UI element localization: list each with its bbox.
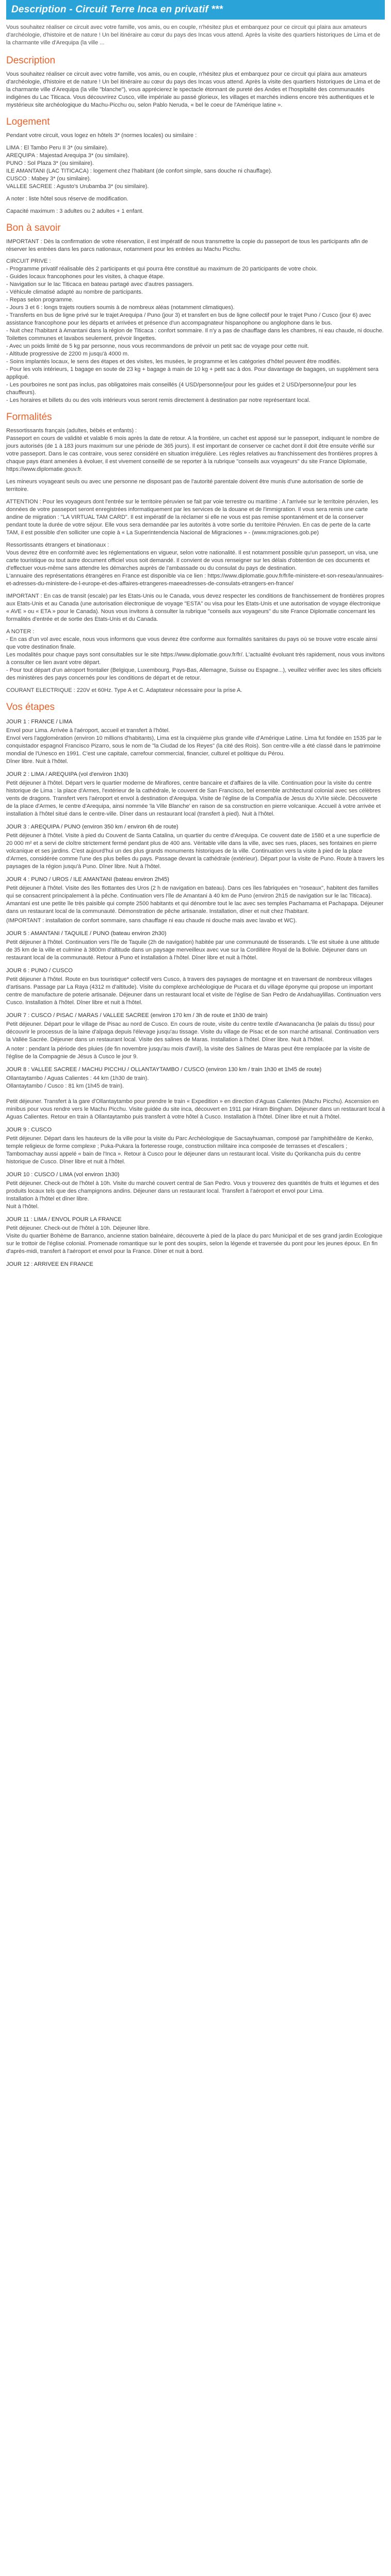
day-title: JOUR 2 : LIMA / AREQUIPA (vol d'environ 1h30) [6,771,128,777]
day-body: Petit déjeuner. Check-out de l'hôtel à 10h. Visite du marché couvert central de San Pedro. Vous y trouverez des quantités de fruits et légumes et des produits locaux tels que des champignons andins. Déjeuner dans un restaurant local. Transfert à l'aéroport et envol pour Lima. Installation à l'hôtel et dîner libre. Nuit à l'hôtel. [6,1180,379,1210]
info-line: IMPORTANT : Dès la confirmation de votre réservation, il est impératif de nous transmettre la copie du passeport de tous les participants afin de réserver les entrées dans les parcs nationaux, notamment pour les entrées au Machu Picchu. [6,239,368,252]
formalites-paragraph: Ressortissants français (adultes, bébés et enfants) : Passeport en cours de validité et valable 6 mois après la date de retour. A la frontière, un cachet est apposé sur le passeport, indiquant le nombre de jours autorisés (de 1 à 183 jours maximum sur une période de 365 jours). Il est important de conserver ce cachet dont il doit être ensuite vérifié sur votre passeport. Dans le cas contraire, vous serez considéré en situation irrégulière. Les règles relatives au franchissement des frontières propres à chaque pays étant amenées à évoluer, il est vivement conseillé de se reporter à la rubrique "conseils aux voyageurs" du site France Diplomatie, https://www.diplomatie.gouv.fr. [6,428,380,472]
day-body: Petit déjeuner à l'hôtel. Visite des îles flottantes des Uros (2 h de navigation en bateau). Dans ces îles fabriquées en "roseaux", habitent des familles qui se consacrent principalement à la pêche. Continuation vers l'île de Amantani à 40 km de Puno (environ 2h15 de navigation sur le lac Titicaca). Amantani est une petite île très paisible qui compte 2500 habitants et qui dénombre tout le lac avec ses temples Pachamama et Pachapapa. Déjeuner dans un restaurant local de la communauté. Démonstration de pêche artisanale. Installation, dîner et nuit chez l'habitant. [6,885,384,914]
day-title: JOUR 9 : CUSCO [6,1127,52,1133]
hotel-item: PUNO : Sol Plaza 3* (ou similaire). [6,160,94,166]
hotel-item: ILE AMANTANI (LAC TITICACA) : logement chez l'habitant (de confort simple, sans douche ni chauffage). [6,168,272,174]
info-line: - Jours 3 et 6 : longs trajets routiers soumis à de nombreux aléas (notamment climatiques). [6,304,235,311]
day-body: Ollantaytambo / Aguas Calientes : 44 km (1h30 de train). Ollantaytambo / Cusco : 81 km (1h45 de train). Petit déjeuner. Transfert à la gare d'Ollantaytambo pour prendre le train « Expedition » en direction d'Aguas Calientes (Machu Picchu). Ascension en minibus pour vous rendre vers le Machu Picchu. Visite guidée du site inca, découvert en 1911 par Hiram Bingham. Déjeuner dans un restaurant local à Aguas Calientes. Retour en train à Ollantaytambo puis transfert à votre hôtel à Cusco. Installation à l'hôtel. Dîner libre et nuit à l'hôtel. [6,1075,385,1120]
day-title: JOUR 1 : FRANCE / LIMA [6,719,73,725]
info-line: - Repas selon programme. [6,297,74,303]
day-body: Petit déjeuner. Départ pour le village de Pisac au nord de Cusco. En cours de route, visite du centre textile d'Awanacancha (le palais du tissu) pour découvrir le processus de la laine d'alpaga depuis l'élevage jusqu'au tissage. Visite du village de Pisac et de son marché artisanal. Continuation vers la Vallée Sacrée. Déjeuner dans un restaurant local. Visite des salines de Maras. Installation à l'hôtel. Dîner libre. Nuit à l'hôtel. [6,1021,379,1043]
bon-savoir-heading: Bon à savoir [6,223,61,233]
info-line: CIRCUIT PRIVE : [6,258,51,264]
info-line: - Guides locaux francophones pour les visites, à chaque étape. [6,274,165,280]
day-title: JOUR 5 : AMANTANI / TAQUILE / PUNO (bateau environ 2h30) [6,930,167,937]
logement-capacity: Capacité maximum : 3 adultes ou 2 adultes + 1 enfant. [6,208,144,214]
formalites-paragraph: Les mineurs voyageant seuls ou avec une personne ne disposant pas de l'autorité parentale doivent être munis d'une autorisation de sortie de territoire. [6,479,364,493]
hotel-item: AREQUIPA : Majestad Arequipa 3* (ou similaire). [6,152,129,159]
logement-note: A noter : liste hôtel sous réserve de modification. [6,196,128,202]
day-title: JOUR 6 : PUNO / CUSCO [6,968,73,974]
info-line: - Avec un poids limité de 5 kg par personne, nous vous recommandons de prévoir un petit sac de voyage pour cette nuit. [6,343,309,349]
hotel-item: LIMA : El Tambo Peru II 3* (ou similaire). [6,145,108,151]
etapes-heading: Vos étapes [6,702,55,713]
day-body: Petit déjeuner. Check-out de l'hôtel à 10h. Déjeuner libre. Visite du quartier Bohème de Barranco, ancienne station balnéaire, découverte à pied de la place du parc Municipal et de ses grand jardin Ecologique sur le trottoir de l'église colonial. Promenade romantique sur le pont des soupirs, selon la légende et traversée du pont pour les jeunes époux. En fin d'après-midi, transfert à l'aéroport et envol pour la France. Dîner et nuit à bord. [6,1225,383,1255]
day-body: Petit déjeuner. Départ dans les hauteurs de la ville pour la visite du Parc Archéologique de Sacsayhuaman, composé par l'amphithéâtre de Kenko, temple religieux de forme complexe ; Puka-Pukara la forteresse rouge, construction militaire inca composée de terrasses et d'escaliers ; Tambomachay aussi appelé « bain de l'Inca ». Retour à Cusco pour le déjeuner dans un restaurant local. Visite du Qorikancha puis du centre historique de Cusco. Dîner libre et nuit à l'hôtel. [6,1136,374,1165]
description-text: Vous souhaitez réaliser ce circuit avec votre famille, vos amis, ou en couple, n'hésitez plus et embarquez pour ce circuit qui plaira aux amateurs d'archéologie, d'histoire et de nature ! Un bel itinéraire au cœur du pays des Incas vous attend. Après la visite des quartiers historiques de Lima et de la charmante ville d'Arequipa (la ville "blanche"), vous apprécierez le spectacle étonnant de pureté des Andes et l'hospitalité des communautés indigènes du Lac Titicaca. Vous découvrirez Cusco, ville impériale au passé glorieux, les villages et marchés indiens encore très authentiques et le mystérieux site archéologique du Machu-Picchu ou, selon Pablo Neruda, « bel le coeur de l'Amérique latine ». [6,71,381,108]
day-title: JOUR 12 : ARRIVEE EN FRANCE [6,1261,93,1267]
info-line: - Transferts en bus de ligne privé sur le trajet Arequipa / Puno (jour 3) et transfert en bus de ligne collectif pour le trajet Puno / Cusco (jour 6) avec assistance francophone pour les départs et arrivées et présence d'un accompagnateur hispanophone ou anglophone dans le bus. [6,312,371,326]
day-body: Petit déjeuner à l'hôtel. Départ vers le quartier moderne de Miraflores, centre bancaire et d'affaires de la ville. Continuation pour la visite du centre historique de Lima : la place d'Armes, l'extérieur de la cathédrale, le couvent de San Francisco, bel ensemble architectural colonial avec ses célèbres vents de dragons. Transfert vers l'aéroport et envol à destination d'Arequipa. Visite de l'église de la Compañía de Jesus du XVIIe siècle. Découverte de la place d'Armes, le centre d'Arequipa, ainsi nommée 'la Ville Blanche' en raison de sa construction en pierre volcanique. Accueil à votre arrivée et installation à l'hôtel situé dans le centre-ville. Dîner dans un restaurant local (transfert à pied). Nuit à l'hôtel. [6,780,381,817]
formalites-paragraph: Ressortissants étrangers et binationaux : Vous devrez être en conformité avec les réglementations en vigueur, selon votre nationalité. Il est notamment possible qu'un passeport, un visa, une carte touristique ou tout autre document officiel vous soit demandé. Il convient de vous renseigner sur les délais d'obtention de ces documents et d'effectuer vous-même sans attendre les démarches auprès de l'ambassade ou du consulat du pays de destination. L'annuaire des représentations étrangères en France est disponible via ce lien : https://www.diplomatie.gouv.fr/fr/le-ministere-et-son-reseau/annuaires-et-adresses-du-ministere-de-l-europe-et-des-affaires-etrangeres-maeeadresses-de-consulats-etrangers-en-france/ [6,542,384,587]
day-title: JOUR 10 : CUSCO / LIMA (vol environ 1h30) [6,1172,120,1178]
logement-intro: Pendant votre circuit, vous logez en hôtels 3* (normes locales) ou similaire : [6,132,197,139]
page [0,0,391,1285]
info-line: - Soins implantés locaux, le sens des étapes et des visites, les musées, le programme et les catégories d'hôtel peuvent être modifiés. [6,359,341,365]
day-title: JOUR 8 : VALLEE SACREE / MACHU PICCHU / OLLANTAYTAMBO / CUSCO (environ 130 km / train 1h30 et 1h45 de route) [6,1066,322,1073]
page-title-banner: Description - Circuit Terre Inca en privatif *** [6,0,385,20]
day-body: Petit déjeuner à l'hôtel. Continuation vers l'île de Taquile (2h de navigation) habitée par une communauté de tisserands. L'île est située à une altitude de 35 km de la ville et culmine à 3800m d'altitude dans un paysage merveilleux avec vue sur la Cordillère Royal de la Bolivie. Déjeuner dans un restaurant local de la communauté. Retour à Puno et installation à l'hôtel. Dîner libre et nuit à l'hôtel. [6,939,380,961]
bon-savoir-list [6,238,385,404]
formalites-paragraph: COURANT ELECTRIQUE : 220V et 60Hz. Type A et C. Adaptateur nécessaire pour la prise A. [6,687,242,693]
hotel-item: VALLEE SACREE : Agusto's Urubamba 3* (ou similaire). [6,183,149,190]
itinerary [6,718,385,1268]
info-line: - Nuit chez l'habitant à Amantani dans la région de Titicaca : confort sommaire. Il n'y a pas de chauffage dans les chambres, ni eau chaude, ni douche. Toilettes communes et lavabos seulement, prévoir lingettes. [6,328,384,342]
info-line: - Programme privatif réalisable dès 2 participants et qui pourra être constitué au maximum de 20 participants de votre choix. [6,266,318,272]
info-line: - Altitude progressive de 2200 m jusqu'à 4000 m. [6,351,129,357]
info-line: - Pour les vols intérieurs, 1 bagage en soute de 23 kg + bagage à main de 10 kg + petit sac à dos. Pour davantage de bagages, un supplément sera appliqué. [6,366,379,380]
formalites-paragraph: A NOTER : - En cas d'un vol avec escale, nous vous informons que vous devrez être conforme aux formalités sanitaires du pays où se trouve votre escale ainsi que votre destination finale. Les modalités pour chaque pays sont consultables sur le site https://www.diplomatie.gouv.fr/fr/. L'actualité évoluant très rapidement, nous vous invitons à consulter ce lien avant votre départ. - Pour tout départ d'un aéroport frontalier (Belgique, Luxembourg, Pays-Bas, Allemagne, Suisse ou Espagne...), veuillez vérifier avec les sites officiels des ministères des pays concernés pour les conditions de départ et de retour. [6,629,385,681]
day-body: Petit déjeuner à l'hôtel. Visite à pied du Couvent de Santa Catalina, un quartier du centre d'Arequipa. Ce couvent date de 1580 et a une superficie de 20 000 m² et a servi de cloître strictement fermé pendant plus de 400 ans. Véritable ville dans la ville, avec ses rues, places, ses fontaines en pierre volcanique et ses jardins. C'est aujourd'hui un des plus grands monuments historiques de la ville. Continuation vers la visite à pied de la place d'Armes, considérée comme l'une des plus belles du pays. Passage devant la cathédrale (extérieur). Départ pour la visite de Puno. Route à travers les paysages de la région jusqu'à Puno. Dîner libre. Nuit à l'hôtel. [6,833,385,870]
day-body: Petit déjeuner à l'hôtel. Route en bus touristique* collectif vers Cusco, à travers des paysages de montagne et en traversant de nombreux villages d'artisans. Passage par La Raya (4312 m d'altitude). Visite du complexe archéologique de Pucara et du village éponyme qui propose un important centre de manufacture de poterie artisanale. Déjeuner dans un restaurant local et visite de l'église de San Pedro de Andahuaylillas. Continuation vers Cusco. Installation à l'hôtel. Dîner libre et nuit à l'hôtel. [6,976,381,1006]
day-title: JOUR 11 : LIMA / ENVOL POUR LA FRANCE [6,1216,122,1223]
day-title: JOUR 4 : PUNO / UROS / ILE AMANTANI (bateau environ 2h45) [6,876,169,883]
info-line: - Véhicule climatisé adapté au nombre de participants. [6,289,143,295]
day-body: A noter : pendant la période des pluies (de fin novembre jusqu'au mois d'avril), la visite des Salines de Maras peut être remplacée par la visite de l'église de la Compagnie de Jésus à Cusco le jour 9. [6,1046,370,1060]
hotel-list [6,144,385,191]
formalites-paragraph: ATTENTION : Pour les voyageurs dont l'entrée sur le territoire péruvien se fait par voie terrestre ou maritime : A l'arrivée sur le territoire péruvien, les données de votre passeport seront enregistrées informatiquement par les services de la douane et de l'immigration. Il vous sera remis une carte andine de migration : "LA VIRTUAL TAM CARD". Il est impératif de la réclamer si elle ne vous est pas remise spontanément et de la conserver pendant toute la durée de votre séjour. Elle vous sera demandée par les autorités à votre sortie du territoire Péruvien. En cas de perte de la carte TAM, il est possible d'en solliciter une copie à « La Superintendencia Nacional de Migraciones » - (www.migraciones.gob.pe) [6,499,379,536]
info-line: - Navigation sur le lac Titicaca en bateau partagé avec d'autres passagers. [6,281,194,287]
info-line: - Les pourboires ne sont pas inclus, pas obligatoires mais conseillés (4 USD/personne/jour pour les guides et 2 USD/personne/jour pour les chauffeurs). [6,382,356,396]
formalites-heading: Formalités [6,412,52,422]
formalites-paragraph: IMPORTANT : En cas de transit (escale) par les Etats-Unis ou le Canada, vous devez respecter les conditions de franchissement de frontières propres aux Etats-Unis et au Canada (une autorisation électronique de voyage "ESTA" ou visa pour les Etats-Unis et une autorisation de voyage électronique « AVE » ou « ETA » pour le Canada). Nous vous invitons à consulter la rubrique "conseils aux voyageurs" du site France Diplomatie concernant les formalités d'entrée et de sortie des Etats-Unis et du Canada. [6,593,385,622]
formalites-section [6,427,385,694]
day-body: (IMPORTANT : installation de confort sommaire, sans chauffage ni eau chaude ni douche mais avec lavabo et WC). [6,918,297,924]
description-heading: Description [6,55,56,66]
logement-heading: Logement [6,116,50,127]
hotel-item: CUSCO : Mabey 3* (ou similaire). [6,176,91,182]
day-body: Envol pour Lima. Arrivée à l'aéroport, accueil et transfert à l'hôtel. Envol vers l'agglomération (environ 10 millions d'habitants), Lima est la cinquième plus grande ville d'Amérique Latine. Lima fut fondée en 1535 par le conquistador espagnol Francisco Pizarro, sous le nom de "la Ciudad de los Reyes" (la cité des Rois). Son centre-ville a été classé dans le patrimoine mondial de l'Unesco en 1991. C'est une capitale, carrefour commercial, financier, culturel et politique du Pérou. Dîner libre. Nuit à l'hôtel. [6,727,382,765]
day-title: JOUR 7 : CUSCO / PISAC / MARAS / VALLEE SACREE (environ 170 km / 3h de route et 1h30 de train) [6,1012,268,1019]
day-title: JOUR 3 : AREQUIPA / PUNO (environ 350 km / environ 6h de route) [6,824,178,830]
spacer [6,253,385,258]
info-line: - Les horaires et billets du ou des vols intérieurs vous seront remis directement à destination par notre représentant local. [6,397,311,403]
intro-text: Vous souhaitez réaliser ce circuit avec votre famille, vos amis, ou en couple, n'hésitez plus et embarquez pour ce circuit qui plaira aux amateurs d'archéologie, d'histoire et de nature ! Un bel itinéraire au cœur du pays des Incas vous attend. Après la visite des quartiers historiques de Lima et de la charmante ville d'Arequipa (la ville ... [6,24,381,46]
